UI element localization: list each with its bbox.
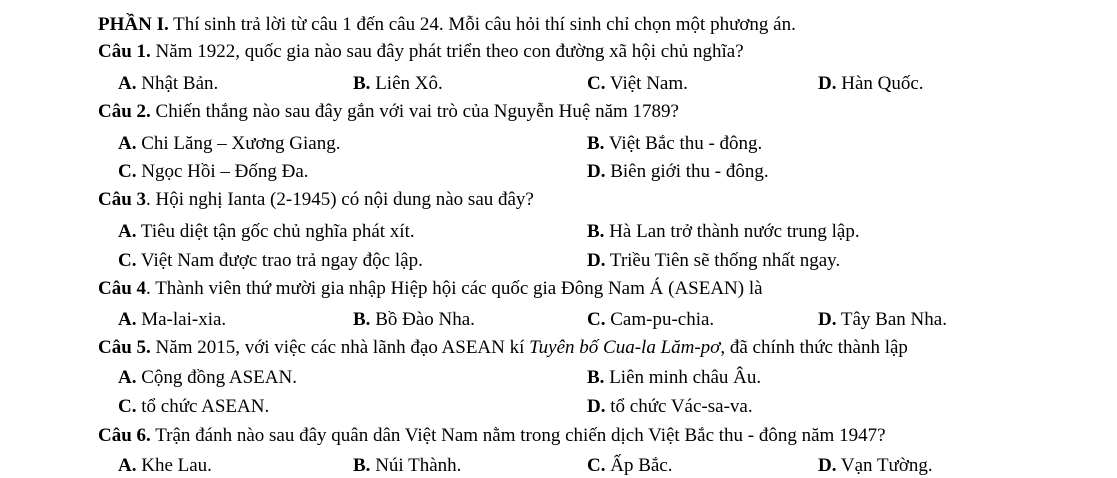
question-text: . Thành viên thứ mười gia nhập Hiệp hội các quốc gia Đông Nam Á (ASEAN) là	[146, 278, 763, 299]
question-label: Câu 5.	[98, 337, 151, 358]
option-text: Liên minh châu Âu.	[604, 367, 762, 388]
option-text: Chi Lăng – Xương Giang.	[136, 133, 341, 154]
option-5a	[118, 367, 297, 389]
option-6b	[353, 455, 461, 477]
option-1b	[353, 73, 443, 95]
option-6d	[818, 455, 933, 477]
option-text: Khe Lau.	[136, 455, 212, 476]
option-letter: B.	[587, 221, 605, 242]
question-label: Câu 3	[98, 189, 147, 210]
option-text: Biên giới thu - đông.	[605, 161, 769, 182]
question-3	[98, 189, 534, 211]
question-label: Câu 4	[98, 278, 147, 299]
question-text: Năm 1922, quốc gia nào sau đây phát triển theo con đường xã hội chủ nghĩa?	[150, 41, 744, 62]
option-text: Cộng đồng ASEAN.	[136, 367, 297, 388]
option-3c	[118, 250, 423, 272]
option-letter: A.	[118, 133, 137, 154]
option-text: Việt Bắc thu - đông.	[604, 133, 763, 154]
option-letter: C.	[587, 73, 606, 94]
option-letter: D.	[587, 161, 606, 182]
option-text: Vạn Tường.	[836, 455, 933, 476]
option-letter: C.	[587, 309, 606, 330]
option-4a	[118, 309, 226, 331]
section-header	[98, 14, 796, 36]
option-text: Tiêu diệt tận gốc chủ nghĩa phát xít.	[136, 221, 415, 242]
option-5c	[118, 396, 269, 418]
option-letter: C.	[587, 455, 606, 476]
question-4	[98, 278, 763, 300]
option-text: Tây Ban Nha.	[836, 309, 947, 330]
option-letter: A.	[118, 73, 137, 94]
option-letter: B.	[587, 367, 605, 388]
option-letter: B.	[587, 133, 605, 154]
option-letter: B.	[353, 455, 371, 476]
option-3b	[587, 221, 860, 243]
option-letter: D.	[587, 396, 606, 417]
option-5d	[587, 396, 753, 418]
question-1	[98, 41, 744, 63]
option-letter: C.	[118, 250, 137, 271]
question-2	[98, 101, 679, 123]
option-letter: A.	[118, 367, 137, 388]
option-2a	[118, 133, 340, 155]
option-text: tổ chức Vác-sa-va.	[605, 396, 753, 417]
option-text: tổ chức ASEAN.	[136, 396, 270, 417]
option-text: Ấp Bắc.	[605, 455, 673, 476]
option-letter: A.	[118, 455, 137, 476]
option-2c	[118, 161, 309, 183]
option-letter: D.	[587, 250, 606, 271]
option-text: Liên Xô.	[370, 73, 443, 94]
option-5b	[587, 367, 761, 389]
option-text: Triều Tiên sẽ thống nhất ngay.	[605, 250, 841, 271]
option-text: Bồ Đào Nha.	[370, 309, 475, 330]
option-letter: B.	[353, 73, 371, 94]
option-2d	[587, 161, 769, 183]
question-text-italic: Tuyên bố Cua-la Lăm-pơ	[529, 337, 721, 358]
option-text: Ma-lai-xia.	[136, 309, 227, 330]
question-text-end: , đã chính thức thành lập	[720, 337, 908, 358]
section-label: PHẦN I.	[98, 14, 169, 35]
option-3d	[587, 250, 840, 272]
option-letter: D.	[818, 73, 837, 94]
question-label: Câu 2.	[98, 101, 151, 122]
option-6c	[587, 455, 673, 477]
option-1d	[818, 73, 924, 95]
option-6a	[118, 455, 212, 477]
option-letter: B.	[353, 309, 371, 330]
option-letter: C.	[118, 396, 137, 417]
option-text: Hà Lan trở thành nước trung lập.	[604, 221, 860, 242]
question-label: Câu 6.	[98, 425, 151, 446]
option-letter: A.	[118, 221, 137, 242]
option-1c	[587, 73, 688, 95]
option-4b	[353, 309, 475, 331]
question-text: Trận đánh nào sau đây quân dân Việt Nam nằm trong chiến dịch Việt Bắc thu - đông năm 1947?	[150, 425, 886, 446]
question-text: . Hội nghị Ianta (2-1945) có nội dung nào sau đây?	[146, 189, 534, 210]
option-text: Cam-pu-chia.	[605, 309, 715, 330]
option-letter: D.	[818, 455, 837, 476]
option-text: Việt Nam.	[605, 73, 688, 94]
option-2b	[587, 133, 762, 155]
option-letter: C.	[118, 161, 137, 182]
option-1a	[118, 73, 218, 95]
question-text: Năm 2015, với việc các nhà lãnh đạo ASEAN kí	[150, 337, 530, 358]
option-letter: A.	[118, 309, 137, 330]
option-4d	[818, 309, 947, 331]
option-text: Ngọc Hồi – Đống Đa.	[136, 161, 309, 182]
option-text: Hàn Quốc.	[836, 73, 924, 94]
option-4c	[587, 309, 714, 331]
section-text: Thí sinh trả lời từ câu 1 đến câu 24. Mỗi câu hỏi thí sinh chỉ chọn một phương án.	[168, 14, 796, 35]
question-text: Chiến thắng nào sau đây gắn với vai trò của Nguyễn Huệ năm 1789?	[150, 101, 679, 122]
option-text: Núi Thành.	[370, 455, 462, 476]
question-label: Câu 1.	[98, 41, 151, 62]
option-letter: D.	[818, 309, 837, 330]
question-5	[98, 337, 908, 359]
option-text: Việt Nam được trao trả ngay độc lập.	[136, 250, 423, 271]
option-text: Nhật Bản.	[136, 73, 219, 94]
question-6	[98, 425, 886, 447]
option-3a	[118, 221, 415, 243]
